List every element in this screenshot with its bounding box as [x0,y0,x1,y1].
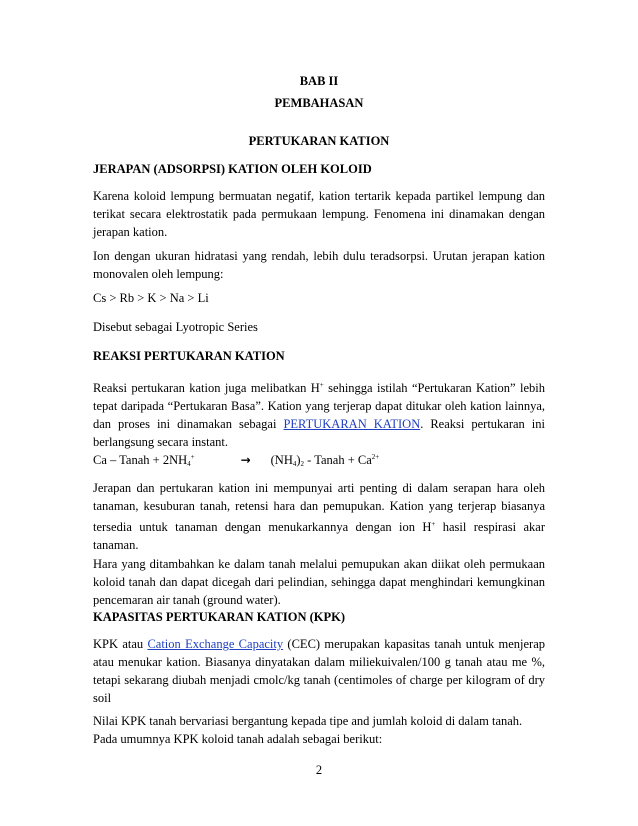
chapter-label: BAB II [299,74,339,88]
h-plus-superscript: + [431,520,436,528]
text-segment: Jerapan dan pertukaran kation ini mempunyai arti penting di dalam serapan hara oleh tanaman, kesuburan tanah, retensi hara dan pemupukan. Kation yang terjerap biasanya tersedia untuk tanaman dengan menukarkannya dengan ion H [93,481,545,534]
paragraph-reaksi-1 [93,376,545,451]
heading-jerapan: JERAPAN (ADSORPSI) KATION OLEH KOLOID [93,162,372,176]
paragraph-kpk-2-line-1: Nilai KPK tanah bervariasi bergantung kepada tipe and jumlah koloid di dalam tanah. [93,714,523,728]
eq-product-b: ) [296,453,301,467]
text-segment: hasil respirasi akar tanaman. [93,520,546,552]
ca-charge-superscript: 2+ [371,453,380,461]
paragraph-jerapan-1: Karena koloid lempung bermuatan negatif, kation tertarik kepada partikel lempung dan terikat secara elektrostatik pada permukaan lempung. Fenomena ini dinamakan dengan jerapan kation. [93,189,545,239]
eq-product-a: (NH [270,453,293,467]
paragraph-reaksi-3: Hara yang ditambahkan ke dalam tanah melalui pemupukan akan diikat oleh permukaan koloid tanah dan dapat dicegah dari pelindian, sehingga dapat menghindari kemungkinan pencemaran air tanah (ground water). [93,557,545,607]
chapter-subtitle: PEMBAHASAN [274,96,364,110]
eq-product-c: - Tanah + Ca [304,453,372,467]
text-segment: sehingga istilah “Pertukaran Kation” lebih tepat daripada “Pertukaran Basa”. Kation yang terjerap dapat ditukar oleh kation lainnya, dan proses ini dinamakan sebagai [93,381,545,431]
lyotropic-series: Cs > Rb > K > Na > Li [93,291,209,305]
text-segment: (CEC) merupakan kapasitas tanah untuk menjerap atau menukar kation. Biasanya dinyatakan dalam miliekuivalen/100 g tanah atau me %, tetapi sekarang diubah menjadi cmolc/kg tanah (centimoles of charge per kilogram of dry soil [93,637,546,705]
nh4-product-subscript: 4 [292,460,297,468]
heading-kpk: KAPASITAS PERTUKARAN KATION (KPK) [93,610,346,624]
text-segment: KPK atau [93,637,148,651]
nh4-subscript: 4 [187,460,191,468]
section-title: PERTUKARAN KATION [248,134,390,148]
paragraph-reaksi-2 [93,479,545,554]
h-plus-superscript: + [319,381,324,389]
cation-exchange-capacity-link[interactable]: Cation Exchange Capacity [147,637,284,651]
arrow-right-icon: → [240,453,251,467]
product-count-subscript: 2 [300,460,305,468]
paragraph-kpk-1 [93,635,545,707]
pertukaran-kation-link[interactable]: PERTUKARAN KATION [283,417,421,431]
eq-reactants: Ca – Tanah + 2NH [93,453,188,467]
paragraph-jerapan-2: Ion dengan ukuran hidratasi yang rendah, lebih dulu teradsorpsi. Urutan jerapan kation monovalen oleh lempung: [93,249,545,281]
text-segment: . Reaksi pertukaran ini berlangsung secara instant. [93,417,545,449]
heading-reaksi: REAKSI PERTUKARAN KATION [93,349,285,363]
text-segment: Reaksi pertukaran kation juga melibatkan H [93,381,320,395]
lyotropic-series-note: Disebut sebagai Lyotropic Series [93,320,258,334]
reaction-equation [93,453,379,468]
page-number: 2 [315,763,323,777]
paragraph-kpk-2-line-2: Pada umumnya KPK koloid tanah adalah sebagai berikut: [93,732,383,746]
nh4-superscript: + [190,453,195,461]
